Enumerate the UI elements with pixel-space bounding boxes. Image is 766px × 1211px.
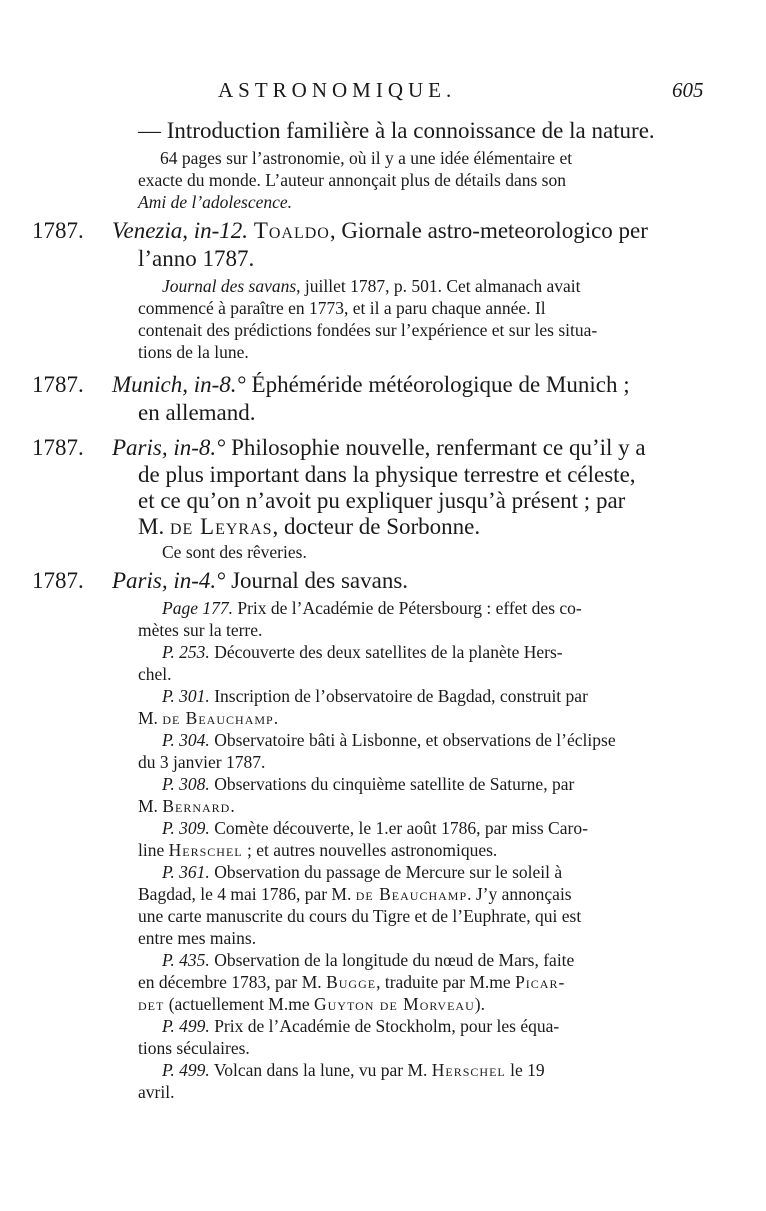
page-ref-text: Observation du passage de Mercure sur le soleil à <box>214 862 563 882</box>
entry-place: Paris, in-8.° <box>112 435 226 460</box>
person-name: Herschel <box>168 840 243 860</box>
page-ref-line <box>162 1016 559 1037</box>
page-ref-cont <box>138 840 497 861</box>
entry-title-cont: l’anno 1787. <box>138 246 255 271</box>
page-ref-cont: entre mes mains. <box>138 928 257 948</box>
page-ref-text: , traduite par M.me <box>376 972 516 992</box>
page-ref-line <box>162 686 588 707</box>
entry-note-text: , juillet 1787, p. 501. Cet almanach avait <box>296 276 581 296</box>
person-name: Guyton de Morveau <box>314 994 475 1014</box>
page-ref-line <box>162 774 574 795</box>
page-ref-text: Bagdad, le 4 mai 1786, par M. <box>138 884 356 904</box>
entry-title <box>112 568 408 594</box>
person-name: Bernard <box>162 796 231 816</box>
intro-note: 64 pages sur l’astronomie, où il y a une idée élémentaire et <box>160 148 573 168</box>
page-ref: Page 177. <box>162 598 233 618</box>
page-ref-line <box>162 950 574 971</box>
entry-year: 1787. <box>32 568 84 593</box>
page-ref-text: . J’y annonçais <box>467 884 572 904</box>
page-ref-cont <box>138 994 485 1015</box>
page-number: 605 <box>672 78 704 102</box>
entry-author: de Leyras <box>169 514 273 539</box>
page-ref-cont: mètes sur la terre. <box>138 620 263 640</box>
entry-title-text: , Giornale astro-meteorologico per <box>329 218 648 243</box>
entry-place: Paris, in-4.° <box>112 568 226 593</box>
intro-note: exacte du monde. L’auteur annonçait plus de détails dans son <box>138 170 566 190</box>
page-header <box>0 78 766 108</box>
entry-title <box>112 218 648 244</box>
page-ref-line <box>162 730 616 751</box>
entry-place: Venezia, in-12. <box>112 218 249 243</box>
page-ref-text: le 19 <box>505 1060 545 1080</box>
page-ref-text: Observatoire bâti à Lisbonne, et observations de l’éclipse <box>214 730 616 750</box>
page-ref-text: (actuellement M.me <box>164 994 314 1014</box>
page-ref-text: Prix de l’Académie de Stockholm, pour les équa- <box>214 1016 560 1036</box>
entry-title-cont: et ce qu’on n’avoit pu expliquer jusqu’à présent ; par <box>138 488 626 513</box>
person-name: de Beauchamp <box>162 708 274 728</box>
page-ref-text: Observation de la longitude du nœud de Mars, faite <box>214 950 575 970</box>
intro-note: Ami de l’adolescence. <box>138 192 293 212</box>
page-ref-cont: du 3 janvier 1787. <box>138 752 266 772</box>
running-title: ASTRONOMIQUE. <box>218 78 457 102</box>
page-ref-text: ). <box>474 994 485 1014</box>
page-ref-line <box>162 598 582 619</box>
entry-note: commencé à paraître en 1773, et il a paru chaque année. Il <box>138 298 546 318</box>
entry-title-text: Éphéméride météorologique de Munich ; <box>251 372 630 397</box>
page-ref-text: Comète découverte, le 1.er août 1786, par miss Caro- <box>214 818 588 838</box>
page-ref-cont: une carte manuscrite du cours du Tigre et de l’Euphrate, qui est <box>138 906 582 926</box>
entry-title <box>112 372 630 398</box>
entry-title-text: , docteur de Sorbonne. <box>272 514 481 539</box>
page-ref-text: . <box>273 708 279 728</box>
page-ref-text: Inscription de l’observatoire de Bagdad, construit par <box>214 686 588 706</box>
person-name: Picar- <box>515 972 566 992</box>
page-ref-text: Volcan dans la lune, vu par M. <box>213 1060 432 1080</box>
page-ref-line <box>162 862 562 883</box>
page-ref-text: M. <box>138 708 163 728</box>
entry-year: 1787. <box>32 372 84 397</box>
page-ref-line <box>162 818 588 839</box>
page-ref-text: M. <box>138 796 163 816</box>
page-ref-text: ; et autres nouvelles astronomiques. <box>242 840 498 860</box>
page-ref: P. 499. <box>162 1016 210 1036</box>
page-ref: P. 435. <box>162 950 210 970</box>
page-ref-cont <box>138 972 565 993</box>
entry-year: 1787. <box>32 218 84 243</box>
page-ref-cont: tions séculaires. <box>138 1038 250 1058</box>
page-ref: P. 308. <box>162 774 210 794</box>
page-ref-cont: avril. <box>138 1082 175 1102</box>
page-ref: P. 304. <box>162 730 210 750</box>
page-ref-text: line <box>138 840 169 860</box>
page-ref: P. 253. <box>162 642 210 662</box>
entry-title-cont: de plus important dans la physique terrestre et céleste, <box>138 462 636 487</box>
entry-title <box>112 435 646 461</box>
page-ref-text: Découverte des deux satellites de la planète Hers- <box>214 642 563 662</box>
page-ref-text: en décembre 1783, par M. <box>138 972 327 992</box>
person-name: det <box>138 994 165 1014</box>
entry-title-cont <box>138 514 480 540</box>
page-ref: P. 499. <box>162 1060 210 1080</box>
entry-year: 1787. <box>32 435 84 460</box>
entry-note: contenait des prédictions fondées sur l’expérience et sur les situa- <box>138 320 598 340</box>
page-ref-text: . <box>230 796 235 816</box>
author-prefix: M. <box>138 514 170 539</box>
entry-source: Journal des savans <box>162 276 297 296</box>
entry-note: tions de la lune. <box>138 342 249 362</box>
page-ref: P. 309. <box>162 818 210 838</box>
entry-title-text: Philosophie nouvelle, renfermant ce qu’il y a <box>231 435 646 460</box>
page-ref: P. 301. <box>162 686 210 706</box>
page-ref-cont <box>138 884 572 905</box>
page-ref-text: Prix de l’Académie de Pétersbourg : effet des co- <box>237 598 582 618</box>
person-name: de Beauchamp <box>355 884 468 904</box>
entry-title-text: Journal des savans. <box>231 568 409 593</box>
intro-title: — Introduction familière à la connoissance de la nature. <box>138 118 655 143</box>
page-ref-cont <box>138 796 235 817</box>
entry-author: Toaldo <box>253 218 330 243</box>
entry-note <box>162 276 580 297</box>
page-ref-cont <box>138 708 278 729</box>
page-ref-line <box>162 642 563 663</box>
page-ref-cont: chel. <box>138 664 172 684</box>
person-name: Bugge <box>326 972 377 992</box>
person-name: Herschel <box>431 1060 506 1080</box>
page-ref: P. 361. <box>162 862 210 882</box>
page-ref-text: Observations du cinquième satellite de Saturne, par <box>214 774 575 794</box>
page-ref-line <box>162 1060 545 1081</box>
entry-note: Ce sont des rêveries. <box>162 542 307 562</box>
entry-place: Munich, in-8.° <box>112 372 246 397</box>
entry-title-cont: en allemand. <box>138 400 256 425</box>
